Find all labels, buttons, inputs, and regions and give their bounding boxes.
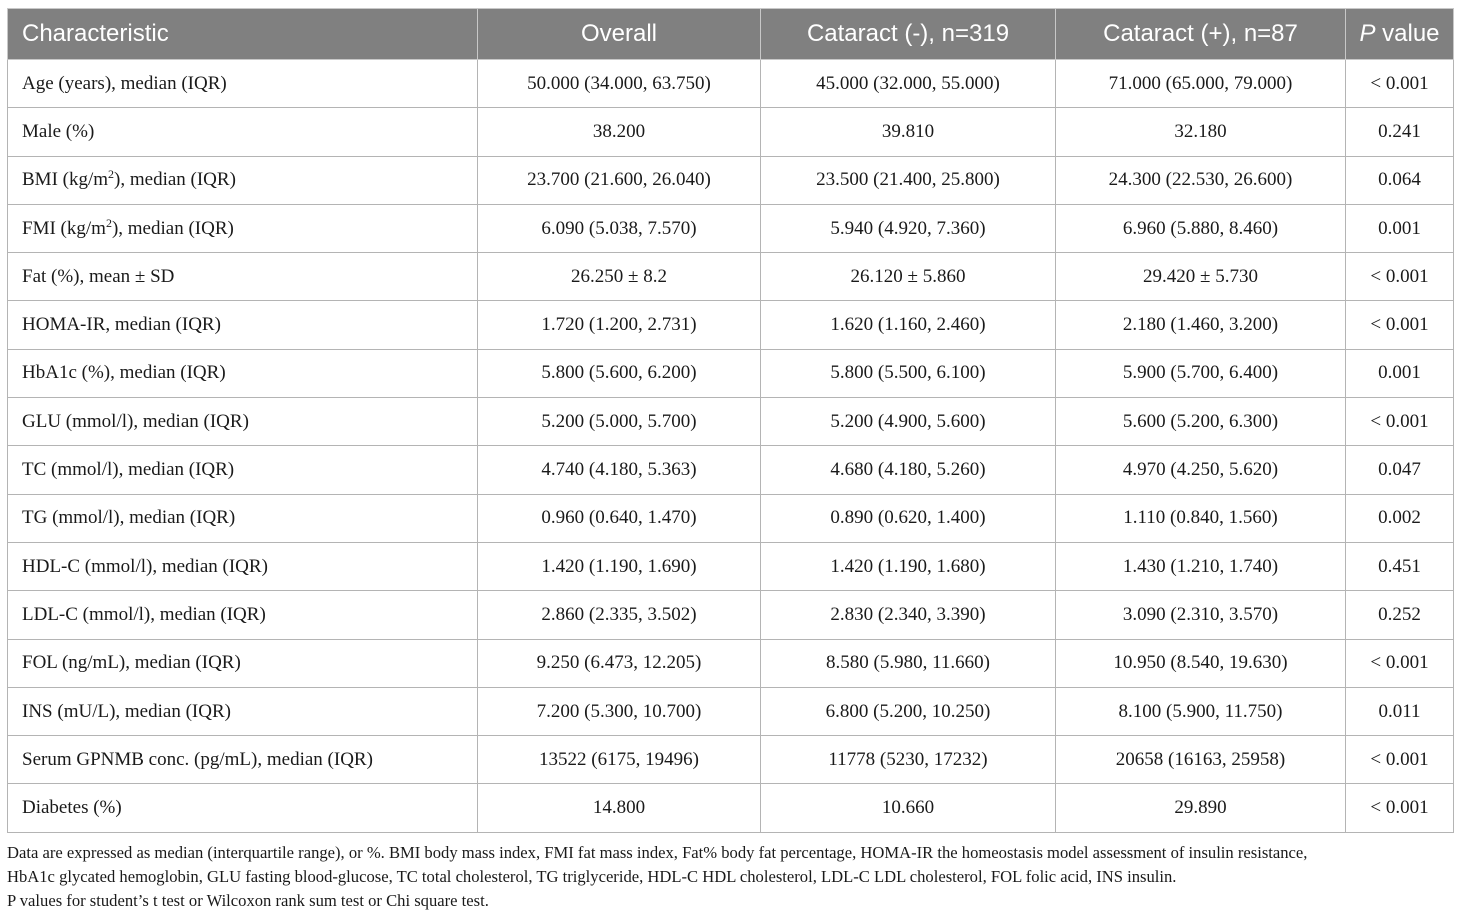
cell-overall: 13522 (6175, 19496)	[478, 736, 761, 784]
cell-characteristic: GLU (mmol/l), median (IQR)	[8, 398, 478, 446]
header-characteristic: Characteristic	[8, 9, 478, 60]
cell-characteristic: HDL-C (mmol/l), median (IQR)	[8, 542, 478, 590]
cell-overall: 5.200 (5.000, 5.700)	[478, 398, 761, 446]
cell-characteristic-text: ), median (IQR)	[114, 169, 236, 191]
cell-characteristic-text: FMI (kg/m	[22, 217, 106, 239]
header-cataract-positive: Cataract (+), n=87	[1056, 9, 1346, 60]
cell-cataract-negative: 39.810	[761, 108, 1056, 156]
table-footnotes	[7, 841, 1457, 913]
cell-characteristic: INS (mU/L), median (IQR)	[8, 687, 478, 735]
cell-cataract-positive: 32.180	[1056, 108, 1346, 156]
cell-cataract-positive: 5.600 (5.200, 6.300)	[1056, 398, 1346, 446]
header-p-letter: P	[1359, 20, 1376, 47]
header-p-value	[1346, 9, 1454, 60]
cell-cataract-positive: 10.950 (8.540, 19.630)	[1056, 639, 1346, 687]
cell-cataract-positive: 8.100 (5.900, 11.750)	[1056, 687, 1346, 735]
cell-p-value: < 0.001	[1346, 398, 1454, 446]
header-overall: Overall	[478, 9, 761, 60]
cell-overall: 50.000 (34.000, 63.750)	[478, 60, 761, 108]
cell-overall: 1.720 (1.200, 2.731)	[478, 301, 761, 349]
cell-overall: 4.740 (4.180, 5.363)	[478, 446, 761, 494]
cell-cataract-negative: 2.830 (2.340, 3.390)	[761, 591, 1056, 639]
table-row	[8, 253, 1454, 301]
cell-cataract-negative: 5.200 (4.900, 5.600)	[761, 398, 1056, 446]
table-row	[8, 591, 1454, 639]
cell-overall: 6.090 (5.038, 7.570)	[478, 204, 761, 252]
cell-cataract-negative: 11778 (5230, 17232)	[761, 736, 1056, 784]
cell-cataract-positive: 6.960 (5.880, 8.460)	[1056, 204, 1346, 252]
header-p-suffix: value	[1375, 20, 1440, 47]
table-row	[8, 301, 1454, 349]
table-row	[8, 784, 1454, 832]
cell-p-value: < 0.001	[1346, 736, 1454, 784]
cell-cataract-positive: 20658 (16163, 25958)	[1056, 736, 1346, 784]
characteristics-table-container	[7, 8, 1453, 833]
footnote-line-2: HbA1c glycated hemoglobin, GLU fasting blood-glucose, TC total cholesterol, TG triglyceride, HDL-C HDL cholesterol, LDL-C LDL cholesterol, FOL folic acid, INS insulin.	[7, 867, 1177, 886]
cell-p-value: 0.451	[1346, 542, 1454, 590]
cell-p-value: 0.064	[1346, 156, 1454, 204]
cell-p-value: 0.047	[1346, 446, 1454, 494]
cell-p-value: 0.252	[1346, 591, 1454, 639]
cell-p-value: 0.011	[1346, 687, 1454, 735]
cell-characteristic: HbA1c (%), median (IQR)	[8, 349, 478, 397]
cell-characteristic: LDL-C (mmol/l), median (IQR)	[8, 591, 478, 639]
cell-characteristic	[8, 156, 478, 204]
cell-p-value: < 0.001	[1346, 253, 1454, 301]
cell-overall: 0.960 (0.640, 1.470)	[478, 494, 761, 542]
cell-overall: 26.250 ± 8.2	[478, 253, 761, 301]
cell-overall: 38.200	[478, 108, 761, 156]
cell-overall: 14.800	[478, 784, 761, 832]
cell-cataract-positive: 4.970 (4.250, 5.620)	[1056, 446, 1346, 494]
table-body	[8, 60, 1454, 833]
cell-characteristic-superscript: 2	[105, 215, 112, 230]
cell-cataract-positive: 1.430 (1.210, 1.740)	[1056, 542, 1346, 590]
cell-characteristic: Diabetes (%)	[8, 784, 478, 832]
cell-cataract-negative: 5.940 (4.920, 7.360)	[761, 204, 1056, 252]
table-header	[8, 9, 1454, 60]
cell-characteristic: Fat (%), mean ± SD	[8, 253, 478, 301]
cell-characteristic	[8, 204, 478, 252]
table-row	[8, 349, 1454, 397]
cell-cataract-positive: 5.900 (5.700, 6.400)	[1056, 349, 1346, 397]
cell-cataract-positive: 1.110 (0.840, 1.560)	[1056, 494, 1346, 542]
cell-p-value: < 0.001	[1346, 60, 1454, 108]
table-row	[8, 687, 1454, 735]
cell-cataract-positive: 3.090 (2.310, 3.570)	[1056, 591, 1346, 639]
table-row	[8, 156, 1454, 204]
cell-p-value: < 0.001	[1346, 301, 1454, 349]
footnote-line-1: Data are expressed as median (interquartile range), or %. BMI body mass index, FMI fat mass index, Fat% body fat percentage, HOMA-IR the homeostasis model assessment of insulin resistance,	[7, 843, 1308, 862]
cell-cataract-positive: 24.300 (22.530, 26.600)	[1056, 156, 1346, 204]
cell-characteristic-text: BMI (kg/m	[22, 169, 109, 191]
cell-characteristic: HOMA-IR, median (IQR)	[8, 301, 478, 349]
cell-cataract-negative: 1.620 (1.160, 2.460)	[761, 301, 1056, 349]
cell-characteristic-superscript: 2	[108, 167, 115, 182]
cell-cataract-negative: 26.120 ± 5.860	[761, 253, 1056, 301]
cell-overall: 2.860 (2.335, 3.502)	[478, 591, 761, 639]
cell-characteristic: Serum GPNMB conc. (pg/mL), median (IQR)	[8, 736, 478, 784]
cell-p-value: < 0.001	[1346, 784, 1454, 832]
cell-cataract-positive: 2.180 (1.460, 3.200)	[1056, 301, 1346, 349]
table-row	[8, 446, 1454, 494]
cell-characteristic: FOL (ng/mL), median (IQR)	[8, 639, 478, 687]
cell-cataract-negative: 45.000 (32.000, 55.000)	[761, 60, 1056, 108]
cell-overall: 7.200 (5.300, 10.700)	[478, 687, 761, 735]
table-row	[8, 736, 1454, 784]
table-row	[8, 108, 1454, 156]
table-row	[8, 204, 1454, 252]
table-row	[8, 398, 1454, 446]
cell-characteristic: TG (mmol/l), median (IQR)	[8, 494, 478, 542]
cell-overall: 1.420 (1.190, 1.690)	[478, 542, 761, 590]
table-row	[8, 60, 1454, 108]
table-row	[8, 639, 1454, 687]
cell-cataract-positive: 29.420 ± 5.730	[1056, 253, 1346, 301]
cell-cataract-negative: 0.890 (0.620, 1.400)	[761, 494, 1056, 542]
cell-p-value: 0.001	[1346, 349, 1454, 397]
cell-cataract-negative: 8.580 (5.980, 11.660)	[761, 639, 1056, 687]
cell-characteristic: Age (years), median (IQR)	[8, 60, 478, 108]
cell-p-value: 0.241	[1346, 108, 1454, 156]
header-row	[8, 9, 1454, 60]
cell-cataract-negative: 5.800 (5.500, 6.100)	[761, 349, 1056, 397]
table-row	[8, 542, 1454, 590]
cell-cataract-negative: 23.500 (21.400, 25.800)	[761, 156, 1056, 204]
cell-cataract-positive: 29.890	[1056, 784, 1346, 832]
cell-characteristic: TC (mmol/l), median (IQR)	[8, 446, 478, 494]
cell-cataract-positive: 71.000 (65.000, 79.000)	[1056, 60, 1346, 108]
footnote-line-3: P values for student’s t test or Wilcoxon rank sum test or Chi square test.	[7, 891, 489, 910]
cell-characteristic-text: ), median (IQR)	[111, 217, 234, 239]
cell-p-value: 0.001	[1346, 204, 1454, 252]
header-cataract-negative: Cataract (-), n=319	[761, 9, 1056, 60]
cell-p-value: 0.002	[1346, 494, 1454, 542]
cell-overall: 9.250 (6.473, 12.205)	[478, 639, 761, 687]
cell-cataract-negative: 10.660	[761, 784, 1056, 832]
cell-characteristic: Male (%)	[8, 108, 478, 156]
table-row	[8, 494, 1454, 542]
characteristics-table	[7, 8, 1454, 833]
cell-overall: 5.800 (5.600, 6.200)	[478, 349, 761, 397]
cell-p-value: < 0.001	[1346, 639, 1454, 687]
cell-cataract-negative: 6.800 (5.200, 10.250)	[761, 687, 1056, 735]
cell-cataract-negative: 4.680 (4.180, 5.260)	[761, 446, 1056, 494]
cell-overall: 23.700 (21.600, 26.040)	[478, 156, 761, 204]
cell-cataract-negative: 1.420 (1.190, 1.680)	[761, 542, 1056, 590]
